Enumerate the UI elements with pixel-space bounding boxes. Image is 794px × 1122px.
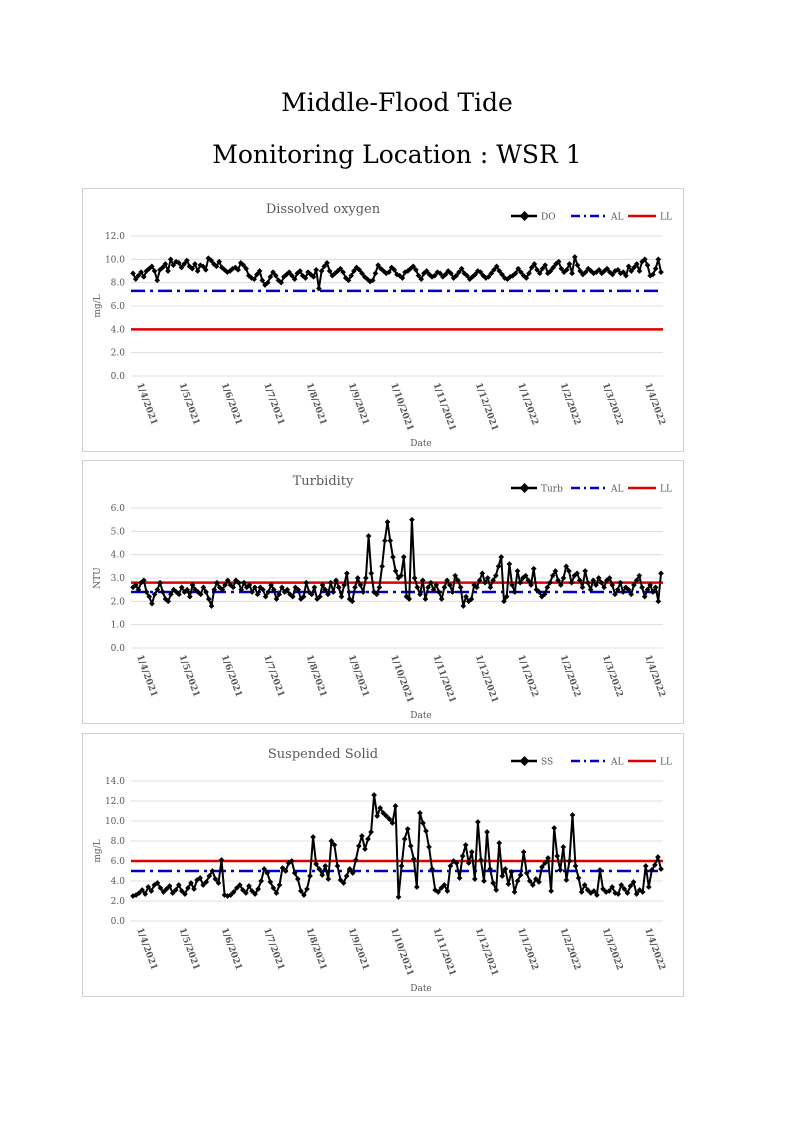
y-tick-label: 6.0 — [110, 504, 125, 514]
data-point — [344, 873, 350, 879]
y-tick-label: 4.0 — [110, 325, 125, 336]
do-chart-panel — [82, 188, 684, 452]
data-point — [442, 585, 448, 591]
data-point — [515, 568, 521, 574]
data-point — [362, 846, 368, 852]
x-axis-label: Date — [410, 711, 432, 721]
x-tick-label: 1/11/2021 — [430, 653, 458, 705]
y-tick-label: 4.0 — [110, 550, 125, 561]
data-point — [258, 878, 264, 884]
data-point — [569, 580, 575, 586]
x-tick-label: 1/2/2022 — [557, 926, 583, 972]
data-point — [313, 267, 319, 273]
data-point — [436, 589, 442, 595]
series-line — [133, 795, 661, 897]
y-tick-label: 10.0 — [104, 255, 125, 266]
ss-chart — [83, 734, 683, 996]
x-tick-label: 1/4/2022 — [642, 926, 667, 972]
data-point — [371, 792, 377, 798]
y-tick-label: 6.0 — [110, 302, 125, 312]
x-tick-label: 1/6/2021 — [218, 926, 244, 972]
data-point — [469, 849, 475, 855]
data-point — [493, 887, 499, 893]
x-axis-label: Date — [410, 984, 432, 994]
ss-chart-panel — [82, 733, 684, 997]
x-tick-label: 1/4/2021 — [134, 381, 159, 427]
data-point — [496, 564, 502, 570]
x-tick-label: 1/6/2021 — [218, 653, 244, 699]
data-point — [521, 849, 527, 855]
y-tick-label: 3.0 — [110, 574, 125, 584]
data-point — [368, 829, 374, 835]
data-point — [457, 875, 463, 881]
data-point — [554, 853, 560, 859]
data-point — [312, 585, 318, 591]
x-tick-label: 1/10/2021 — [388, 381, 415, 433]
x-tick-label: 1/2/2022 — [557, 381, 583, 427]
x-tick-label: 1/3/2022 — [599, 926, 625, 972]
data-point — [658, 571, 664, 577]
y-tick-label: 2.0 — [110, 348, 125, 359]
x-tick-label: 1/11/2021 — [430, 926, 458, 978]
legend-ll-label: LL — [660, 757, 672, 768]
chart-title: Suspended Solid — [267, 747, 379, 762]
page-title-line2: Monitoring Location : WSR 1 — [212, 140, 582, 169]
data-point — [569, 271, 575, 277]
data-point — [363, 575, 369, 581]
data-point — [450, 589, 456, 595]
y-axis-label: mg/L — [93, 294, 103, 318]
data-point — [458, 585, 464, 591]
legend-data-label: DO — [541, 212, 556, 223]
x-tick-label: 1/4/2022 — [642, 653, 667, 699]
turbidity-chart — [83, 461, 683, 723]
data-point — [417, 810, 423, 816]
data-point — [655, 257, 661, 263]
data-point — [561, 844, 567, 850]
y-tick-label: 4.0 — [110, 877, 125, 887]
x-tick-label: 1/1/2022 — [515, 926, 540, 972]
y-tick-label: 2.0 — [110, 897, 125, 907]
x-tick-label: 1/12/2021 — [472, 381, 500, 433]
data-point — [368, 571, 374, 577]
data-point — [414, 884, 420, 890]
data-point — [567, 858, 573, 864]
x-tick-label: 1/8/2021 — [303, 653, 329, 699]
data-point — [579, 889, 585, 895]
data-point — [573, 863, 579, 869]
data-point — [658, 866, 664, 872]
x-tick-label: 1/5/2021 — [176, 653, 202, 699]
data-point — [637, 268, 643, 274]
data-point — [655, 854, 661, 860]
legend-ll-label: LL — [660, 484, 672, 495]
x-tick-label: 1/12/2021 — [472, 653, 500, 705]
x-axis-label: Date — [410, 439, 432, 449]
data-point — [531, 566, 537, 572]
turbidity-chart-panel — [82, 460, 684, 724]
data-point — [277, 882, 283, 888]
y-tick-label: 1.0 — [110, 620, 125, 631]
y-tick-label: 12.0 — [104, 797, 125, 807]
data-point — [408, 843, 414, 849]
data-point — [463, 842, 469, 848]
data-point — [387, 538, 393, 544]
page-title-line1: Middle-Flood Tide — [281, 88, 513, 117]
data-point — [366, 533, 372, 539]
data-point — [570, 812, 576, 818]
data-point — [328, 580, 334, 586]
data-point — [576, 875, 582, 881]
x-tick-label: 1/12/2021 — [472, 926, 500, 978]
x-tick-label: 1/3/2022 — [599, 381, 625, 427]
data-point — [460, 853, 466, 859]
data-point — [548, 888, 554, 894]
data-point — [160, 589, 166, 595]
y-tick-label: 8.0 — [110, 278, 125, 289]
x-tick-label: 1/8/2021 — [303, 926, 329, 972]
data-point — [426, 844, 432, 850]
data-point — [488, 585, 494, 591]
y-tick-label: 14.0 — [104, 777, 125, 787]
x-tick-label: 1/2/2022 — [557, 653, 583, 699]
data-point — [359, 833, 365, 839]
data-point — [310, 834, 316, 840]
data-point — [557, 867, 563, 873]
chart-title: Turbidity — [292, 474, 354, 489]
x-tick-label: 1/7/2021 — [261, 926, 286, 972]
data-point — [507, 561, 513, 567]
x-tick-label: 1/5/2021 — [176, 926, 202, 972]
data-point — [512, 589, 518, 595]
data-point — [475, 819, 481, 825]
data-point — [396, 894, 402, 900]
y-tick-label: 2.0 — [110, 597, 125, 608]
legend-data-marker — [520, 211, 530, 221]
data-point — [642, 594, 648, 600]
data-point — [374, 813, 380, 819]
legend-al-label: AL — [611, 757, 624, 768]
x-tick-label: 1/4/2022 — [642, 381, 667, 427]
data-point — [157, 580, 163, 586]
do-chart — [83, 189, 683, 451]
x-tick-label: 1/1/2022 — [515, 381, 540, 427]
data-point — [582, 568, 588, 574]
y-axis-label: NTU — [93, 567, 103, 589]
data-point — [423, 828, 429, 834]
data-point — [165, 268, 171, 274]
legend-data-label: SS — [541, 757, 554, 768]
x-tick-label: 1/8/2021 — [303, 381, 329, 427]
legend-data-marker — [520, 756, 530, 766]
data-point — [322, 863, 328, 869]
data-point — [461, 603, 467, 609]
legend-al-label: AL — [611, 484, 624, 495]
legend — [511, 756, 672, 767]
x-tick-label: 1/5/2021 — [176, 381, 202, 427]
x-tick-label: 1/10/2021 — [388, 926, 415, 978]
data-point — [484, 829, 490, 835]
x-tick-label: 1/3/2022 — [599, 653, 625, 699]
y-axis-label: mg/L — [93, 839, 103, 863]
data-point — [331, 589, 337, 595]
x-tick-label: 1/11/2021 — [430, 381, 458, 433]
data-point — [646, 884, 652, 890]
legend — [511, 483, 672, 494]
data-point — [551, 825, 557, 831]
data-point — [639, 585, 645, 591]
x-tick-label: 1/7/2021 — [261, 653, 286, 699]
x-tick-label: 1/7/2021 — [261, 381, 286, 427]
x-tick-label: 1/10/2021 — [388, 653, 415, 705]
legend — [511, 211, 672, 222]
data-point — [355, 575, 361, 581]
data-point — [618, 580, 624, 586]
data-point — [512, 889, 518, 895]
x-tick-label: 1/4/2021 — [134, 926, 159, 972]
x-tick-label: 1/9/2021 — [345, 381, 371, 427]
y-tick-label: 6.0 — [110, 857, 125, 867]
data-point — [585, 580, 591, 586]
chart-title: Dissolved oxygen — [265, 202, 381, 217]
data-point — [336, 585, 342, 591]
data-point — [377, 585, 383, 591]
x-tick-label: 1/9/2021 — [345, 926, 371, 972]
y-tick-label: 12.0 — [104, 232, 125, 242]
data-point — [379, 564, 385, 570]
legend-data-marker — [520, 483, 530, 493]
data-point — [360, 589, 366, 595]
data-point — [393, 803, 399, 809]
data-point — [339, 594, 345, 600]
data-point — [187, 594, 193, 600]
legend-data-label: Turb — [541, 484, 563, 495]
data-point — [335, 863, 341, 869]
data-point — [409, 517, 415, 523]
data-point — [344, 571, 350, 577]
y-tick-label: 10.0 — [104, 817, 125, 827]
data-point — [412, 575, 418, 581]
x-tick-label: 1/4/2021 — [134, 653, 159, 699]
data-point — [561, 575, 567, 581]
data-point — [399, 863, 405, 869]
data-point — [307, 873, 313, 879]
data-point — [580, 585, 586, 591]
data-point — [352, 585, 358, 591]
data-point — [414, 585, 420, 591]
x-tick-label: 1/6/2021 — [218, 381, 244, 427]
y-tick-label: 0.0 — [110, 644, 125, 654]
y-tick-label: 8.0 — [110, 837, 125, 847]
data-point — [382, 538, 388, 544]
y-tick-label: 5.0 — [110, 527, 125, 538]
data-point — [564, 877, 570, 883]
data-point — [393, 568, 399, 574]
data-point — [385, 519, 391, 525]
y-tick-label: 0.0 — [110, 372, 125, 382]
data-point — [209, 603, 215, 609]
data-point — [356, 843, 362, 849]
data-point — [499, 873, 505, 879]
legend-al-label: AL — [611, 212, 624, 223]
data-point — [643, 863, 649, 869]
y-tick-label: 0.0 — [110, 917, 125, 927]
data-point — [658, 269, 664, 275]
x-tick-label: 1/9/2021 — [345, 653, 371, 699]
data-point — [655, 599, 661, 605]
data-point — [405, 826, 411, 832]
x-tick-label: 1/1/2022 — [515, 653, 540, 699]
data-point — [479, 571, 485, 577]
data-point — [303, 580, 309, 586]
legend-ll-label: LL — [660, 212, 672, 223]
data-point — [373, 271, 379, 277]
data-point — [506, 881, 512, 887]
data-point — [481, 878, 487, 884]
